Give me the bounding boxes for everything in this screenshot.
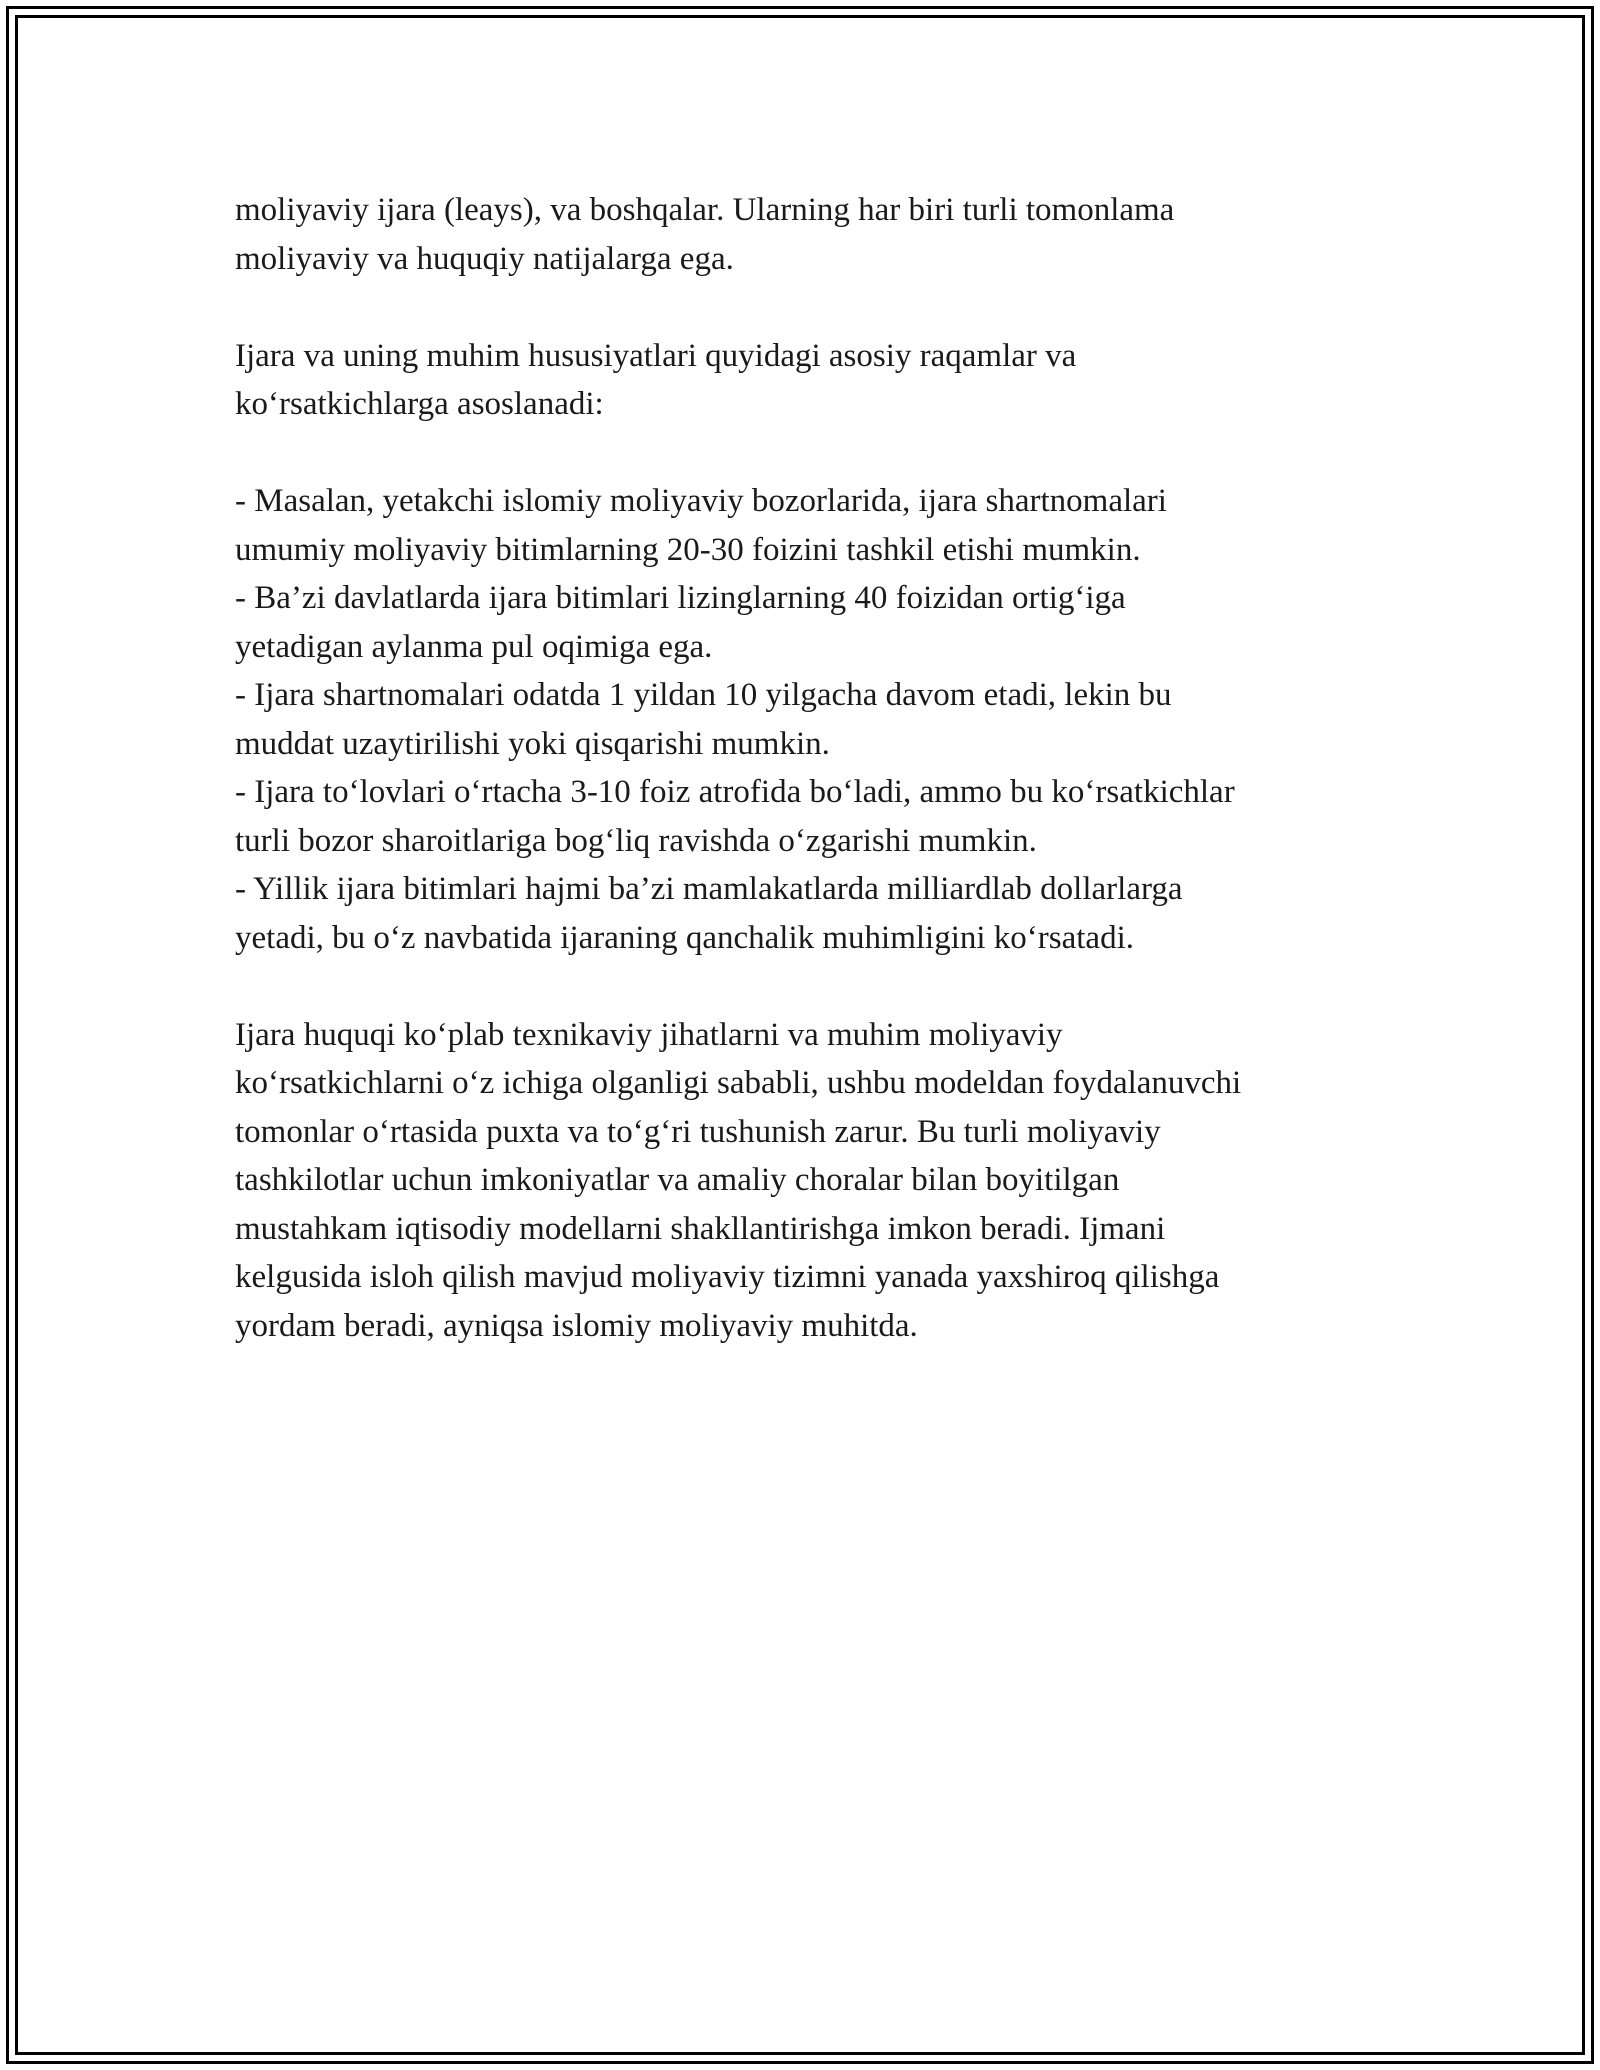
document-body — [235, 186, 1375, 1350]
paragraph-key-figures-intro: Ijara va uning muhim hususiyatlari quyidagi asosiy raqamlar va ko‘rsatkichlarga asoslanadi: — [235, 337, 1077, 422]
bullet-list-key-figures: - Masalan, yetakchi islomiy moliyaviy bozorlarida, ijara shartnomalari umumiy moliyaviy bitimlarning 20-30 foizini tashkil etishi mumkin. - Ba’zi davlatlarda ijara bitimlari lizinglarning 40 foizidan ortig‘iga yetadigan aylanma pul oqimiga ega. - Ijara shartnomalari odatda 1 yildan 10 yilgacha davom etadi, lekin bu muddat uzaytirilishi yoki qisqarishi mumkin. - Ijara to‘lovlari o‘rtacha 3-10 foiz atrofida bo‘ladi, ammo bu ko‘rsatkichlar turli bozor sharoitlariga bog‘liq ravishda o‘zgarishi mumkin. - Yillik ijara bitimlari hajmi ba’zi mamlakatlarda milliardlab dollarlarga yetadi, bu o‘z navbatida ijaraning qanchalik muhimligini ko‘rsatadi. — [235, 483, 1235, 956]
paragraph-intro-continuation: moliyaviy ijara (leays), va boshqalar. Ularning har biri turli tomonlama moliyaviy va huquqiy natijalarga ega. — [235, 192, 1175, 277]
paragraph-conclusion: Ijara huquqi ko‘plab texnikaviy jihatlarni va muhim moliyaviy ko‘rsatkichlarni o‘z ichiga olganligi sababli, ushbu modeldan foydalanuvchi tomonlar o‘rtasida puxta va to‘g‘ri tushunish zarur. Bu turli moliyaviy tashkilotlar uchun imkoniyatlar va amaliy choralar bilan boyitilgan mustahkam iqtisodiy modellarni shakllantirishga imkon beradi. Ijmani kelgusida isloh qilish mavjud moliyaviy tizimni yanada yaxshiroq qilishga yordam beradi, ayniqsa islomiy moliyaviy muhitda. — [235, 1016, 1242, 1344]
